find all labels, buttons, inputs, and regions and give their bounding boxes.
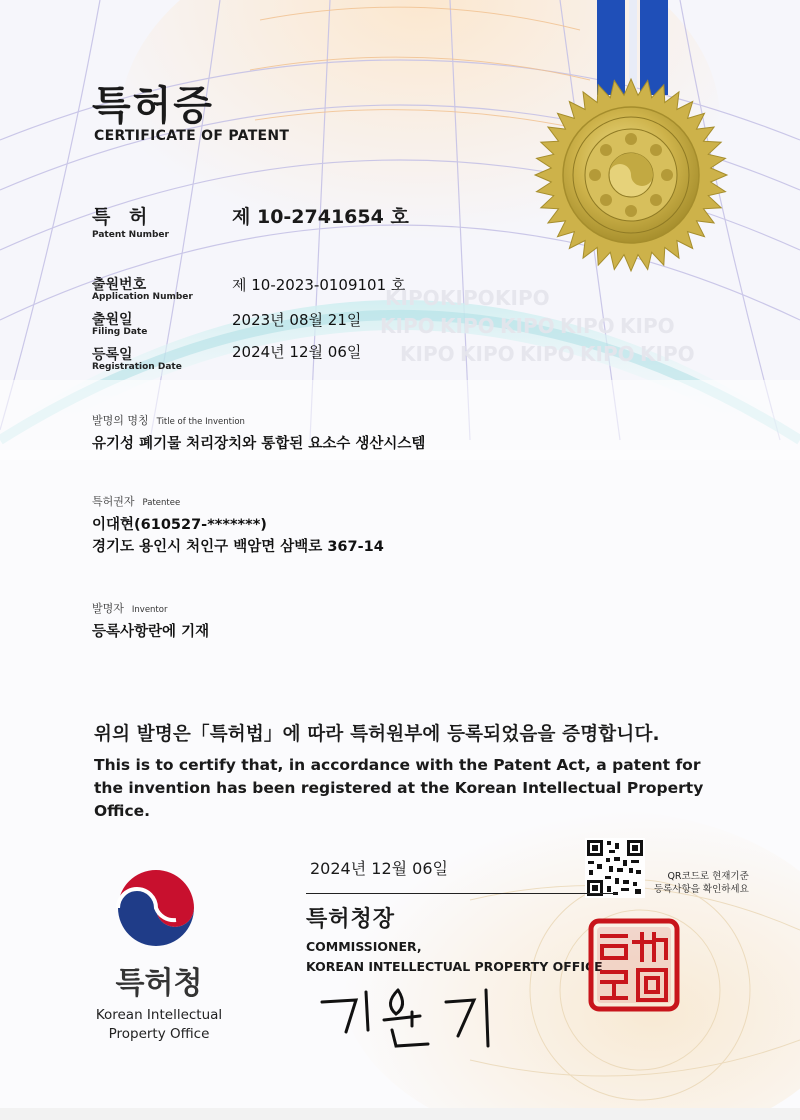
commissioner-divider (306, 893, 618, 894)
filing-date-label-ko: 출원일 (92, 312, 133, 328)
patentee-label-en: Patentee (142, 498, 181, 508)
qr-instruction (654, 870, 749, 896)
watermark-text: KIPO (385, 286, 440, 310)
inventor-label-en: Inventor (131, 605, 168, 615)
application-number-value: 제 10-2023-0109101 호 (232, 276, 406, 294)
svg-text:KIPO: KIPO (460, 342, 515, 366)
patentee-label (92, 493, 180, 509)
filing-date-value: 2023년 08월 21일 (232, 311, 362, 329)
office-name-en-line-2: Property Office (108, 1026, 210, 1042)
svg-text:KIPO: KIPO (495, 286, 550, 310)
invention-label (92, 412, 245, 428)
commissioner-title-en-line-1: COMMISSIONER, (306, 939, 422, 954)
filing-date-label-en: Filing Date (92, 327, 148, 337)
patent-number-value: 제 10-2741654 호 (232, 206, 409, 228)
svg-text:KIPO: KIPO (580, 342, 635, 366)
svg-text:KIPO: KIPO (560, 314, 615, 338)
inventor-value: 등록사항란에 기재 (92, 624, 210, 640)
commissioner-title-ko: 특허청장 (306, 907, 396, 932)
office-name-en-line-1: Korean Intellectual (95, 1007, 223, 1023)
invention-label-ko: 발명의 명칭 (92, 414, 149, 427)
svg-text:KIPO: KIPO (440, 314, 495, 338)
blue-ribbon (597, 0, 668, 95)
patent-number-label-en: Patent Number (92, 230, 169, 240)
office-name-ko: 특허청 (115, 966, 203, 1001)
svg-text:KIPO: KIPO (500, 314, 555, 338)
certification-statement-en: This is to certify that, in accordance with the Patent Act, a patent for the invention has been registered at the Korean Intellectual Property Office. (94, 756, 704, 820)
patentee-name: 이대현(610527-*******) (92, 517, 267, 533)
registration-date-label-en: Registration Date (92, 362, 182, 372)
taegeuk-emblem-icon (106, 858, 206, 958)
svg-text:KIPO: KIPO (620, 314, 675, 338)
application-number-label-ko: 출원번호 (92, 277, 147, 293)
application-number-label-en: Application Number (92, 292, 193, 302)
svg-text:KIPO: KIPO (380, 314, 435, 338)
qr-instruction-line-2: 등록사항을 확인하세요 (654, 884, 749, 895)
registration-date-value: 2024년 12월 06일 (232, 343, 362, 361)
patentee-address: 경기도 용인시 처인구 백암면 삼백로 367-14 (92, 539, 384, 555)
qr-instruction-line-1: QR코드로 현재기준 (667, 871, 749, 882)
certificate-title-ko: 특허증 (92, 83, 214, 129)
commissioner-title-en (306, 937, 603, 977)
registration-date-label-ko: 등록일 (92, 347, 133, 363)
patentee-label-ko: 특허권자 (92, 495, 135, 508)
issue-date: 2024년 12월 06일 (310, 859, 448, 878)
invention-title: 유기성 폐기물 처리장치와 통합된 요소수 생산시스템 (92, 436, 426, 452)
patent-number-label-ko: 특 허 (92, 206, 154, 228)
inventor-label-ko: 발명자 (92, 602, 124, 615)
svg-text:KIPO: KIPO (400, 342, 455, 366)
certificate-title-en: CERTIFICATE OF PATENT (94, 128, 290, 144)
qr-code-icon (585, 838, 645, 898)
svg-text:KIPO: KIPO (640, 342, 695, 366)
official-stamp (588, 918, 680, 1012)
svg-text:KIPO: KIPO (440, 286, 495, 310)
invention-label-en: Title of the Invention (156, 417, 245, 427)
office-name-en (78, 1006, 240, 1044)
certification-statement-ko: 위의 발명은「특허법」에 따라 특허원부에 등록되었음을 증명합니다. (94, 724, 660, 745)
inventor-label (92, 600, 167, 616)
svg-text:KIPO: KIPO (520, 342, 575, 366)
commissioner-title-en-line-2: KOREAN INTELLECTUAL PROPERTY OFFICE (306, 959, 603, 974)
